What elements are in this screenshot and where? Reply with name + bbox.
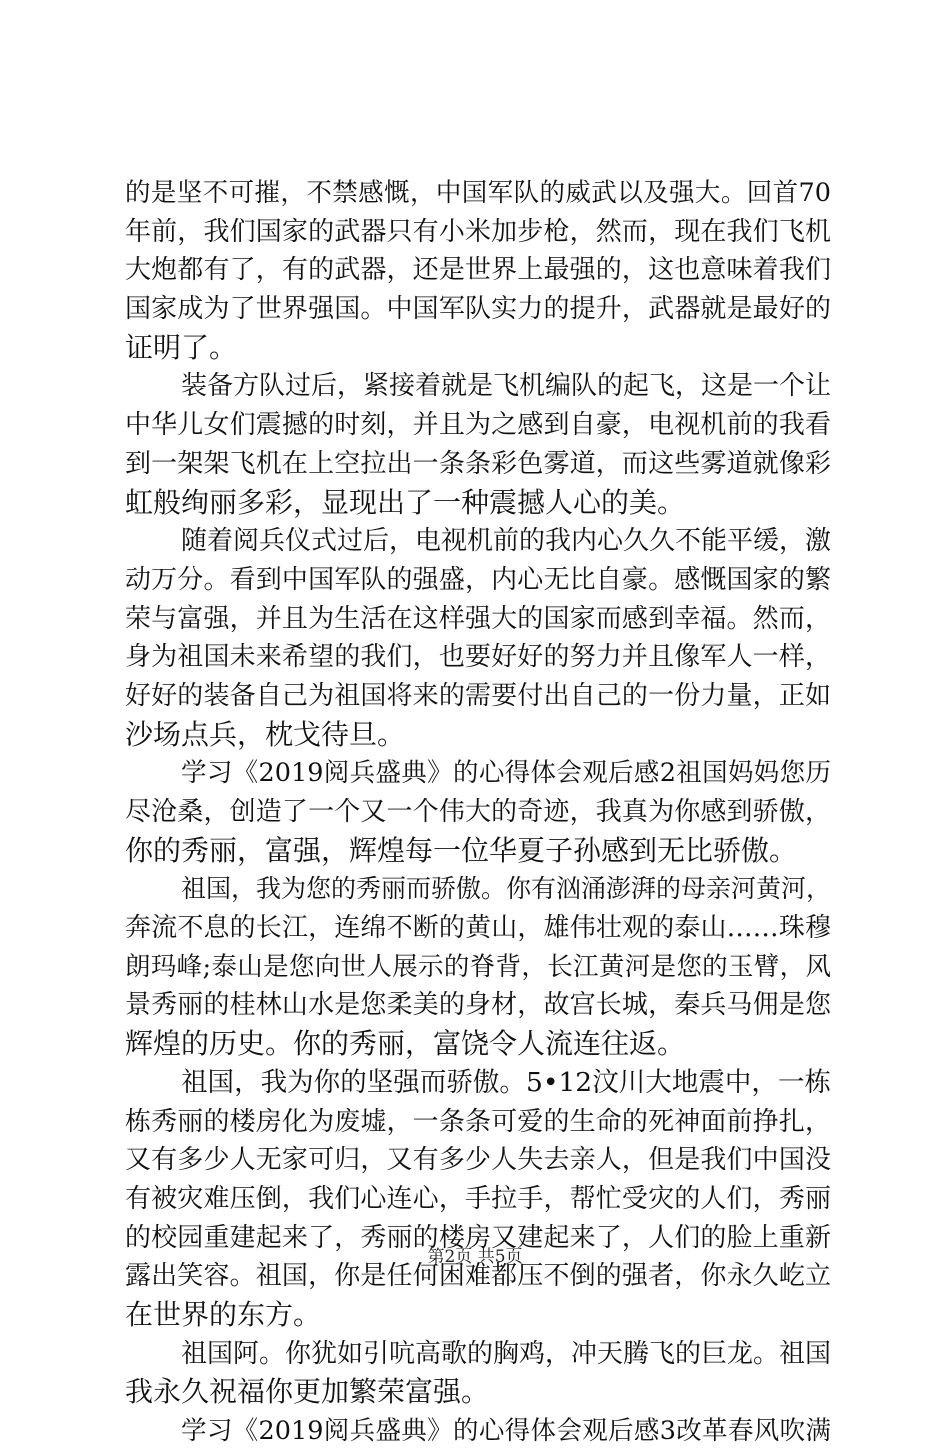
text-line: 有被灾难压倒，我们心连心，手拉手，帮忙受灾的人们，秀丽 [125, 1183, 831, 1214]
text-line: 到一架架飞机在上空拉出一条条彩色雾道，而这些雾道就像彩 [125, 448, 831, 479]
text-line: 国家成为了世界强国。中国军队实力的提升，武器就是最好的 [125, 294, 831, 325]
text-line: 身为祖国未来希望的我们，也要好好的努力并且像军人一样， [125, 642, 831, 673]
text-line: 我永久祝福你更加繁荣富强。 [125, 1375, 490, 1409]
text-line: 荣与富强，并且为生活在这样强大的国家而感到幸福。然而， [125, 603, 831, 634]
text-line: 辉煌的历史。你的秀丽，富饶令人流连往返。 [125, 1027, 686, 1061]
text-line: 装备方队过后，紧接着就是飞机编队的起飞，这是一个让 [181, 371, 832, 402]
text-line: 动万分。看到中国军队的强盛，内心无比自豪。感慨国家的繁 [125, 564, 831, 595]
page-number-footer: 第2页 共5页 [427, 1247, 523, 1267]
text-line: 祖国阿。你犹如引吭高歌的胸鸡，冲天腾飞的巨龙。祖国 [181, 1338, 832, 1369]
text-line: 的是坚不可摧，不禁感慨，中国军队的威武以及强大。回首70 [125, 178, 831, 208]
text-line: 奔流不息的长江，连绵不断的黄山，雄伟壮观的泰山……珠穆 [125, 913, 831, 944]
text-line: 又有多少人无家可归，又有多少人失去亲人，但是我们中国没 [125, 1145, 831, 1176]
text-line: 栋秀丽的楼房化为废墟，一条条可爱的生命的死神面前挣扎， [125, 1106, 831, 1137]
text-line: 学习《2019阅兵盛典》的心得体会观后感2祖国妈妈您历 [181, 758, 831, 789]
text-line: 在世界的东方。 [125, 1297, 322, 1331]
text-line: 祖国，我为你的坚强而骄傲。5•12汶川大地震中，一栋 [181, 1066, 831, 1098]
text-line: 露出笑容。祖国，你是任何困难都压不倒的强者，你永久屹立 [125, 1261, 831, 1292]
text-line: 年前，我们国家的武器只有小米加步枪，然而，现在我们飞机 [125, 216, 831, 247]
text-line: 虹般绚丽多彩，显现出了一种震撼人心的美。 [125, 485, 686, 519]
text-line: 沙场点兵，枕戈待旦。 [125, 717, 406, 751]
text-line: 尽沧桑，创造了一个又一个伟大的奇迹，我真为你感到骄傲， [125, 797, 831, 827]
text-line: 中华儿女们震撼的时刻，并且为之感到自豪，电视机前的我看 [125, 410, 831, 441]
text-line: 景秀丽的桂林山水是您柔美的身材，故宫长城，秦兵马佣是您 [125, 990, 831, 1021]
text-line: 祖国，我为您的秀丽而骄傲。你有汹涌澎湃的母亲河黄河， [181, 874, 832, 904]
text-line: 随着阅兵仪式过后，电视机前的我内心久久不能平缓，激 [181, 526, 832, 557]
text-line: 学习《2019阅兵盛典》的心得体会观后感3改革春风吹满 [181, 1416, 831, 1446]
text-line: 朗玛峰;泰山是您向世人展示的脊背，长江黄河是您的玉臂，风 [125, 951, 831, 982]
text-line: 证明了。 [125, 330, 238, 364]
text-line: 的校园重建起来了，秀丽的楼房又建起来了，人们的脸上重新 [125, 1222, 831, 1253]
text-line: 大炮都有了，有的武器，还是世界上最强的，这也意味着我们 [125, 255, 831, 286]
text-line: 你的秀丽，富强，辉煌每一位华夏子孙感到无比骄傲。 [125, 833, 798, 867]
text-line: 好好的装备自己为祖国将来的需要付出自己的一份力量，正如 [125, 680, 831, 711]
